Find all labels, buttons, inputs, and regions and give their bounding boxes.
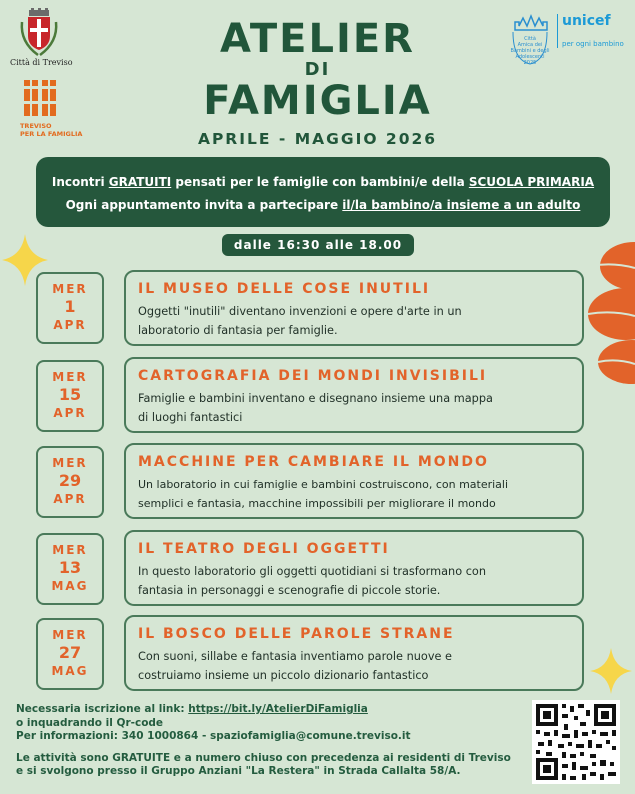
- event-title: IL BOSCO DELLE PAROLE STRANE: [138, 626, 455, 642]
- info-line: [16, 730, 526, 744]
- logo-divider: [557, 14, 558, 48]
- event-title: MACCHINE PER CAMBIARE IL MONDO: [138, 454, 489, 470]
- unicef-logo: unicef: [562, 13, 611, 29]
- info-banner: [36, 157, 610, 227]
- page-subtitle: APRILE - MAGGIO 2026: [197, 130, 438, 148]
- event-month: MAG: [51, 664, 89, 678]
- sparkle-star-icon: [590, 648, 632, 694]
- footer-info: [16, 703, 526, 779]
- event-weekday: MER: [52, 282, 88, 296]
- event-day: 29: [58, 471, 82, 490]
- phone-number[interactable]: 340 1000864: [121, 730, 199, 742]
- footer-note-line-2: e si svolgono presso il Gruppo Anziani "La Restera" in Strada Callalta 58/A.: [16, 765, 461, 777]
- event-description: [138, 562, 570, 600]
- event-weekday: MER: [52, 456, 88, 470]
- event-description-line: Oggetti "inutili" diventano invenzioni e opere d'arte in un: [138, 305, 462, 318]
- event-description-line: di luoghi fantastici: [138, 411, 243, 424]
- event-day: 27: [58, 643, 82, 662]
- title-atelier: ATELIER: [220, 16, 415, 62]
- event-date-5: [36, 618, 104, 690]
- event-day: 13: [58, 558, 82, 577]
- event-description-line: Un laboratorio in cui famiglie e bambini costruiscono, con materiali: [138, 478, 509, 491]
- event-weekday: MER: [52, 543, 88, 557]
- event-title: IL MUSEO DELLE COSE INUTILI: [138, 281, 431, 297]
- amica-line-4: Adolescenti: [515, 54, 545, 60]
- title-block: [140, 18, 495, 122]
- event-description-line: Famiglie e bambini inventano e disegnano insieme una mappa: [138, 392, 493, 405]
- banner-line-1: [36, 171, 610, 194]
- city-name: Città di Treviso: [10, 58, 73, 67]
- event-month: APR: [53, 318, 87, 332]
- event-title: CARTOGRAFIA DEI MONDI INVISIBILI: [138, 368, 488, 384]
- qr-code-icon[interactable]: [532, 700, 620, 784]
- amica-line-2: Amica dei: [517, 42, 543, 48]
- amica-line-1: Città: [524, 36, 536, 42]
- event-description: [138, 389, 570, 427]
- famiglia-line-2: PER LA FAMIGLIA: [20, 130, 83, 138]
- banner-emphasis: SCUOLA PRIMARIA: [468, 175, 595, 189]
- treviso-coat-of-arms-icon: [18, 8, 60, 58]
- event-card-5: [124, 615, 584, 691]
- time-badge: dalle 16:30 alle 18.00: [222, 234, 414, 256]
- event-description: [138, 647, 570, 685]
- treviso-famiglia-label: [20, 122, 82, 138]
- unicef-tagline: per ogni bambino: [562, 40, 624, 48]
- event-description-line: fantasia in personaggi e scenografie di piccole storie.: [138, 584, 441, 597]
- event-day: 15: [58, 385, 82, 404]
- event-description-line: costruiamo insieme un piccolo dizionario fantastico: [138, 669, 429, 682]
- event-title: IL TEATRO DEGLI OGGETTI: [138, 541, 390, 557]
- banner-text: pensati per le famiglie con bambini/e della: [171, 175, 469, 189]
- info-label: Per informazioni:: [16, 730, 122, 742]
- event-month: MAG: [51, 579, 89, 593]
- banner-emphasis: il/la bambino/a insieme a un adulto: [342, 198, 581, 212]
- famiglia-line-1: TREVISO: [20, 122, 52, 130]
- treviso-famiglia-logo-icon: [22, 78, 58, 118]
- info-separator: -: [198, 730, 210, 742]
- event-description-line: semplici e fantasia, macchine impossibili per migliorare il mondo: [138, 497, 496, 510]
- event-date-1: [36, 272, 104, 344]
- footer-note-line-1: Le attività sono GRATUITE e a numero chiuso con precedenza ai residenti di Treviso: [16, 751, 511, 764]
- banner-line-2: [36, 194, 610, 217]
- event-card-1: [124, 270, 584, 346]
- amica-year: 2025: [523, 60, 537, 66]
- event-description-line: laboratorio di fantasia per famiglie.: [138, 324, 338, 337]
- event-card-3: [124, 443, 584, 519]
- event-weekday: MER: [52, 628, 88, 642]
- event-description-line: In questo laboratorio gli oggetti quotidiani si trasformano con: [138, 565, 486, 578]
- event-month: APR: [53, 406, 87, 420]
- event-weekday: MER: [52, 370, 88, 384]
- event-day: 1: [64, 297, 76, 316]
- event-month: APR: [53, 492, 87, 506]
- amica-line-3: Bambini e degli: [510, 48, 550, 54]
- signup-line: [16, 703, 526, 717]
- event-card-4: [124, 530, 584, 606]
- signup-link[interactable]: https://bit.ly/AtelierDiFamiglia: [188, 703, 368, 715]
- event-description-line: Con suoni, sillabe e fantasia inventiamo parole nuove e: [138, 650, 452, 663]
- title-di: DI: [304, 59, 331, 80]
- banner-text: Incontri: [51, 175, 109, 189]
- signup-label: Necessaria iscrizione al link:: [16, 703, 189, 715]
- footer-gap: [16, 744, 526, 752]
- email-link[interactable]: spaziofamiglia@comune.treviso.it: [209, 730, 411, 742]
- event-date-2: [36, 360, 104, 432]
- event-date-3: [36, 446, 104, 518]
- event-card-2: [124, 357, 584, 433]
- event-date-4: [36, 533, 104, 605]
- qr-instruction: o inquadrando il Qr-code: [16, 716, 164, 729]
- banner-emphasis: GRATUITI: [108, 175, 172, 189]
- title-famiglia: FAMIGLIA: [203, 78, 432, 124]
- citta-amica-text: [506, 36, 554, 66]
- banner-text: Ogni appuntamento invita a partecipare: [65, 198, 343, 212]
- event-description: [138, 302, 570, 340]
- event-description: [138, 475, 570, 513]
